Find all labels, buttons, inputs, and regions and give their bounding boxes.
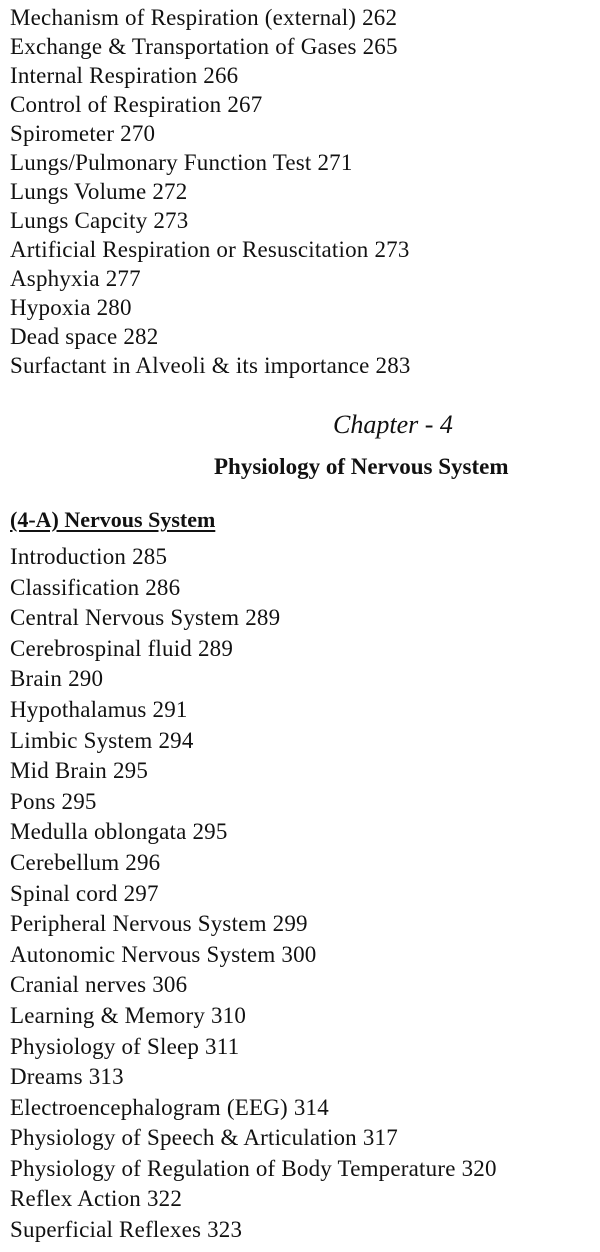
toc-entry-title: Physiology of Speech & Articulation bbox=[10, 1125, 357, 1151]
toc-entry bbox=[10, 90, 595, 119]
toc-entry-title: Classification bbox=[10, 574, 140, 600]
toc-entry-title: Reflex Action bbox=[10, 1186, 141, 1212]
toc-entry-page-number: 311 bbox=[205, 1033, 240, 1059]
toc-entry-page-number: 313 bbox=[88, 1064, 124, 1090]
toc-entry-page-number: 296 bbox=[125, 849, 161, 875]
toc-entry-title: Exchange & Transportation of Gases bbox=[10, 34, 357, 59]
toc-entry bbox=[10, 1062, 595, 1093]
previous-section-entry-list bbox=[10, 3, 595, 380]
toc-entry bbox=[10, 542, 595, 573]
toc-entry-page-number: 314 bbox=[293, 1094, 329, 1120]
toc-entry-page-number: 272 bbox=[152, 179, 188, 204]
toc-entry bbox=[10, 573, 595, 604]
toc-entry bbox=[10, 148, 595, 177]
toc-entry bbox=[10, 909, 595, 940]
toc-entry bbox=[10, 32, 595, 61]
toc-entry bbox=[10, 695, 595, 726]
toc-entry bbox=[10, 264, 595, 293]
toc-entry-page-number: 277 bbox=[105, 266, 141, 291]
toc-entry bbox=[10, 1154, 595, 1185]
toc-entry bbox=[10, 664, 595, 695]
toc-entry bbox=[10, 970, 595, 1001]
toc-entry bbox=[10, 1032, 595, 1063]
toc-entry-page-number: 289 bbox=[245, 605, 281, 631]
toc-entry bbox=[10, 756, 595, 787]
section-entry-list bbox=[10, 542, 595, 1246]
toc-entry-page-number: 270 bbox=[120, 121, 156, 146]
toc-entry bbox=[10, 1184, 595, 1215]
toc-entry-title: Peripheral Nervous System bbox=[10, 911, 267, 937]
toc-entry bbox=[10, 726, 595, 757]
toc-entry-title: Lungs Capcity bbox=[10, 208, 148, 233]
toc-entry-title: Artificial Respiration or Resuscitation bbox=[10, 237, 369, 262]
toc-entry bbox=[10, 603, 595, 634]
toc-entry-page-number: 295 bbox=[112, 758, 149, 784]
toc-entry bbox=[10, 1215, 595, 1246]
toc-entry-title: Medulla oblongata bbox=[10, 819, 187, 845]
toc-entry-page-number: 280 bbox=[96, 295, 132, 320]
toc-entry-title: Spirometer bbox=[10, 121, 115, 146]
toc-entry bbox=[10, 848, 595, 879]
toc-entry-page-number: 266 bbox=[203, 63, 239, 88]
toc-entry-page-number: 273 bbox=[374, 237, 410, 262]
toc-entry-page-number: 285 bbox=[132, 544, 168, 569]
chapter-label: Chapter - 4 bbox=[333, 410, 453, 439]
toc-entry bbox=[10, 634, 595, 665]
toc-entry-page-number: 317 bbox=[362, 1125, 398, 1151]
toc-entry-page-number: 290 bbox=[68, 666, 104, 692]
toc-entry-title: Dead space bbox=[10, 324, 118, 349]
toc-entry-title: Lungs/Pulmonary Function Test bbox=[10, 150, 312, 175]
toc-entry-page-number: 295 bbox=[192, 819, 228, 845]
toc-entry-page-number: 299 bbox=[272, 911, 308, 937]
toc-entry bbox=[10, 61, 595, 90]
toc-entry-page-number: 306 bbox=[152, 972, 188, 998]
toc-entry-page-number: 262 bbox=[362, 5, 398, 30]
toc-entry-title: Control of Respiration bbox=[10, 92, 222, 117]
toc-entry bbox=[10, 293, 595, 322]
toc-entry-title: Learning & Memory bbox=[10, 1002, 206, 1028]
toc-entry-title: Hypothalamus bbox=[10, 696, 147, 722]
toc-entry bbox=[10, 3, 595, 32]
toc-entry-page-number: 291 bbox=[152, 696, 188, 722]
toc-entry-title: Brain bbox=[10, 666, 63, 692]
toc-entry bbox=[10, 1123, 595, 1154]
toc-entry-page-number: 286 bbox=[145, 574, 181, 600]
toc-entry bbox=[10, 1001, 595, 1032]
toc-entry-page-number: 310 bbox=[210, 1002, 247, 1028]
toc-entry-page-number: 295 bbox=[61, 788, 97, 814]
toc-entry-page-number: 323 bbox=[207, 1217, 243, 1243]
toc-entry-title: Autonomic Nervous System bbox=[10, 941, 276, 967]
toc-entry-title: Electroencephalogram (EEG) bbox=[10, 1094, 288, 1120]
toc-entry-page-number: 294 bbox=[158, 727, 194, 753]
toc-entry-title: Superficial Reflexes bbox=[10, 1217, 202, 1243]
toc-entry bbox=[10, 940, 595, 971]
toc-entry-page-number: 271 bbox=[317, 150, 353, 175]
toc-entry-title: Mid Brain bbox=[10, 758, 107, 784]
toc-entry-page-number: 283 bbox=[375, 353, 411, 378]
toc-entry-title: Spinal cord bbox=[10, 880, 118, 906]
toc-entry bbox=[10, 235, 595, 264]
toc-entry-title: Introduction bbox=[10, 544, 127, 569]
toc-entry bbox=[10, 787, 595, 818]
toc-entry bbox=[10, 879, 595, 910]
toc-entry-page-number: 320 bbox=[461, 1155, 497, 1181]
toc-entry-title: Lungs Volume bbox=[10, 179, 147, 204]
toc-entry bbox=[10, 817, 595, 848]
toc-entry bbox=[10, 351, 595, 380]
toc-entry-title: Mechanism of Respiration (external) bbox=[10, 5, 357, 30]
toc-entry bbox=[10, 177, 595, 206]
toc-entry-title: Cerebrospinal fluid bbox=[10, 635, 193, 661]
toc-entry-title: Hypoxia bbox=[10, 295, 91, 320]
toc-entry bbox=[10, 119, 595, 148]
toc-entry bbox=[10, 206, 595, 235]
toc-entry-page-number: 297 bbox=[123, 880, 159, 906]
chapter-title: Physiology of Nervous System bbox=[214, 454, 509, 479]
toc-entry-page-number: 282 bbox=[123, 324, 159, 349]
toc-entry-page-number: 322 bbox=[146, 1186, 183, 1212]
toc-entry-title: Central Nervous System bbox=[10, 605, 240, 631]
toc-entry-title: Cerebellum bbox=[10, 849, 120, 875]
toc-entry-page-number: 273 bbox=[153, 208, 189, 233]
toc-entry-title: Limbic System bbox=[10, 727, 153, 753]
toc-entry-title: Cranial nerves bbox=[10, 972, 147, 998]
toc-entry-page-number: 289 bbox=[197, 635, 234, 661]
section-heading: (4-A) Nervous System bbox=[10, 507, 216, 532]
toc-entry bbox=[10, 322, 595, 351]
toc-entry-title: Surfactant in Alveoli & its importance bbox=[10, 353, 370, 378]
toc-entry-page-number: 267 bbox=[227, 92, 263, 117]
toc-entry-title: Physiology of Regulation of Body Temperature bbox=[10, 1155, 456, 1181]
toc-entry-title: Asphyxia bbox=[10, 266, 100, 291]
toc-entry-title: Pons bbox=[10, 788, 56, 814]
toc-entry bbox=[10, 1093, 595, 1124]
toc-entry-title: Dreams bbox=[10, 1064, 83, 1090]
toc-entry-page-number: 300 bbox=[281, 941, 317, 967]
toc-entry-title: Physiology of Sleep bbox=[10, 1033, 200, 1059]
toc-entry-title: Internal Respiration bbox=[10, 63, 198, 88]
toc-entry-page-number: 265 bbox=[362, 34, 398, 59]
